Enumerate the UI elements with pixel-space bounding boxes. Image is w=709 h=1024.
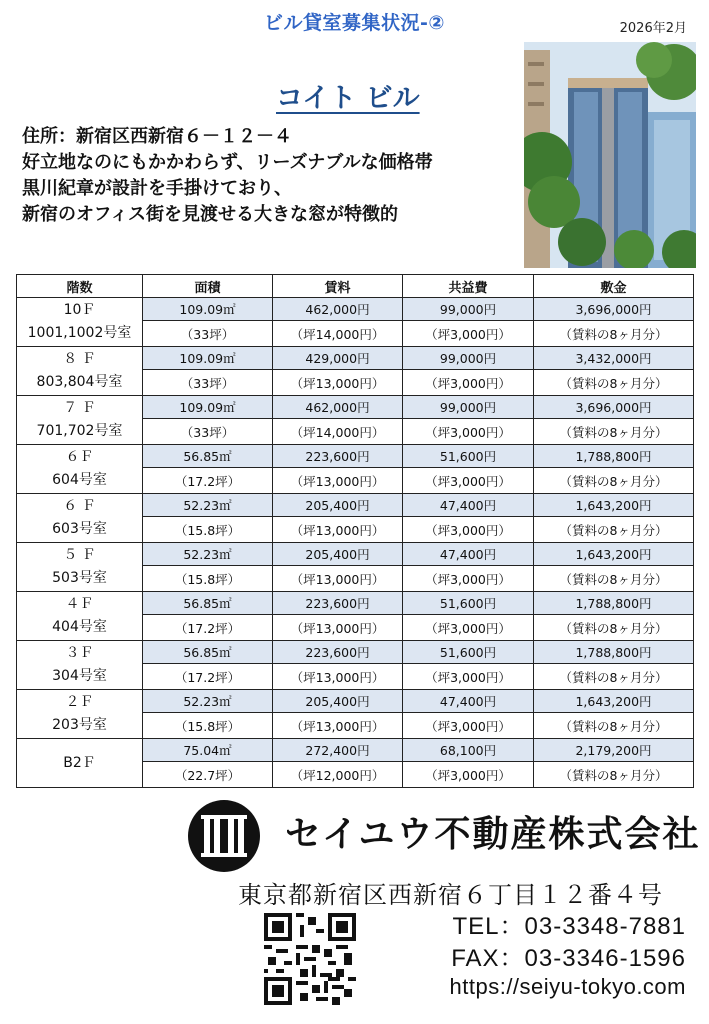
floor-cell [17, 543, 143, 592]
deposit-cell: 1,788,800円 [534, 641, 694, 664]
tsubo-cell: （22.7坪） [143, 762, 273, 788]
rent-cell: 429,000円 [273, 347, 403, 370]
rent-per-tsubo-cell: （坪13,000円） [273, 664, 403, 690]
area-cell: 56.85㎡ [143, 445, 273, 468]
table-row [17, 347, 694, 370]
col-header-floor: 階数 [17, 275, 143, 298]
rent-cell: 462,000円 [273, 396, 403, 419]
common-fee-cell: 47,400円 [403, 494, 534, 517]
area-cell: 56.85㎡ [143, 641, 273, 664]
floor-label: ３Ｆ [65, 644, 94, 661]
deposit-cell: 3,696,000円 [534, 298, 694, 321]
rent-per-tsubo-cell: （坪13,000円） [273, 713, 403, 739]
area-cell: 52.23㎡ [143, 690, 273, 713]
rent-cell: 223,600円 [273, 445, 403, 468]
rent-cell: 205,400円 [273, 494, 403, 517]
common-fee-cell: 99,000円 [403, 298, 534, 321]
deposit-note-cell: （賃料の8ヶ月分） [534, 321, 694, 347]
table-header-row [17, 275, 694, 298]
room-label: 304号室 [52, 667, 107, 684]
rent-per-tsubo-cell: （坪14,000円） [273, 321, 403, 347]
tsubo-cell: （33坪） [143, 321, 273, 347]
floor-label: ５ Ｆ [63, 546, 96, 563]
company-fax: FAX：03-3346-1596 [451, 945, 686, 972]
rent-per-tsubo-cell: （坪12,000円） [273, 762, 403, 788]
table-row [17, 690, 694, 713]
area-cell: 56.85㎡ [143, 592, 273, 615]
deposit-cell: 1,643,200円 [534, 494, 694, 517]
floor-cell [17, 494, 143, 543]
building-description [22, 124, 433, 228]
table-row [17, 641, 694, 664]
col-header-deposit: 敷金 [534, 275, 694, 298]
common-fee-cell: 99,000円 [403, 347, 534, 370]
table-row [17, 592, 694, 615]
rent-per-tsubo-cell: （坪13,000円） [273, 615, 403, 641]
floor-cell [17, 690, 143, 739]
table-row [17, 739, 694, 762]
common-fee-cell: 51,600円 [403, 592, 534, 615]
floor-label: ６Ｆ [65, 448, 94, 465]
room-label: 203号室 [52, 716, 107, 733]
room-label: 803,804号室 [36, 373, 123, 390]
deposit-cell: 1,643,200円 [534, 690, 694, 713]
building-name: コイト ビル [276, 83, 420, 114]
table-row [17, 543, 694, 566]
rent-cell: 205,400円 [273, 690, 403, 713]
company-url[interactable]: https://seiyu-tokyo.com [449, 974, 686, 999]
floor-label: ４Ｆ [65, 595, 94, 612]
common-fee-cell: 47,400円 [403, 543, 534, 566]
area-cell: 109.09㎡ [143, 396, 273, 419]
rent-cell: 205,400円 [273, 543, 403, 566]
deposit-cell: 3,432,000円 [534, 347, 694, 370]
tsubo-cell: （33坪） [143, 370, 273, 396]
floor-cell [17, 592, 143, 641]
room-label: 604号室 [52, 471, 107, 488]
rent-cell: 462,000円 [273, 298, 403, 321]
deposit-cell: 3,696,000円 [534, 396, 694, 419]
deposit-note-cell: （賃料の8ヶ月分） [534, 370, 694, 396]
deposit-cell: 1,643,200円 [534, 543, 694, 566]
qr-code-icon [264, 913, 356, 1005]
company-name: セイユウ不動産株式会社 [285, 814, 701, 855]
tsubo-cell: （33坪） [143, 419, 273, 445]
area-cell: 109.09㎡ [143, 298, 273, 321]
common-per-tsubo-cell: （坪3,000円） [403, 370, 534, 396]
col-header-rent: 賃料 [273, 275, 403, 298]
area-cell: 52.23㎡ [143, 494, 273, 517]
building-photo [524, 42, 696, 268]
deposit-note-cell: （賃料の8ヶ月分） [534, 762, 694, 788]
rent-cell: 223,600円 [273, 641, 403, 664]
common-fee-cell: 99,000円 [403, 396, 534, 419]
tsubo-cell: （15.8坪） [143, 566, 273, 592]
rent-cell: 272,400円 [273, 739, 403, 762]
deposit-note-cell: （賃料の8ヶ月分） [534, 566, 694, 592]
tsubo-cell: （17.2坪） [143, 615, 273, 641]
page-title: ビル貸室募集状況-② [264, 12, 445, 34]
common-per-tsubo-cell: （坪3,000円） [403, 419, 534, 445]
tsubo-cell: （15.8坪） [143, 713, 273, 739]
table-row [17, 445, 694, 468]
rent-per-tsubo-cell: （坪13,000円） [273, 468, 403, 494]
table-row [17, 298, 694, 321]
common-per-tsubo-cell: （坪3,000円） [403, 566, 534, 592]
rent-per-tsubo-cell: （坪13,000円） [273, 566, 403, 592]
tsubo-cell: （17.2坪） [143, 664, 273, 690]
common-per-tsubo-cell: （坪3,000円） [403, 615, 534, 641]
company-tel: TEL：03-3348-7881 [452, 913, 686, 940]
common-per-tsubo-cell: （坪3,000円） [403, 321, 534, 347]
company-address: 東京都新宿区西新宿６丁目１２番４号 [238, 881, 663, 909]
area-cell: 52.23㎡ [143, 543, 273, 566]
common-per-tsubo-cell: （坪3,000円） [403, 517, 534, 543]
deposit-cell: 1,788,800円 [534, 445, 694, 468]
area-cell: 109.09㎡ [143, 347, 273, 370]
floor-cell [17, 347, 143, 396]
common-per-tsubo-cell: （坪3,000円） [403, 762, 534, 788]
description-line: 好立地なのにもかかわらず、リーズナブルな価格帯 [22, 152, 433, 173]
common-per-tsubo-cell: （坪3,000円） [403, 713, 534, 739]
deposit-cell: 2,179,200円 [534, 739, 694, 762]
description-line: 新宿のオフィス街を見渡せる大きな窓が特徴的 [22, 204, 399, 225]
deposit-note-cell: （賃料の8ヶ月分） [534, 615, 694, 641]
floor-label: ２Ｆ [65, 693, 94, 710]
seiyu-logo-icon [187, 799, 261, 873]
common-fee-cell: 51,600円 [403, 641, 534, 664]
deposit-note-cell: （賃料の8ヶ月分） [534, 664, 694, 690]
room-label: 1001,1002号室 [27, 324, 132, 341]
rent-per-tsubo-cell: （坪14,000円） [273, 419, 403, 445]
table-row [17, 494, 694, 517]
floor-cell [17, 445, 143, 494]
deposit-note-cell: （賃料の8ヶ月分） [534, 713, 694, 739]
floor-label: ７ Ｆ [63, 399, 96, 416]
table-row [17, 396, 694, 419]
floor-label: ６ Ｆ [63, 497, 96, 514]
rent-table [16, 274, 694, 788]
deposit-note-cell: （賃料の8ヶ月分） [534, 517, 694, 543]
room-label: 701,702号室 [36, 422, 123, 439]
common-fee-cell: 51,600円 [403, 445, 534, 468]
room-label: 404号室 [52, 618, 107, 635]
room-label: 503号室 [52, 569, 107, 586]
address-line: 住所：新宿区西新宿６－１２－４ [22, 126, 292, 147]
floor-cell [17, 396, 143, 445]
floor-cell [17, 739, 143, 788]
deposit-note-cell: （賃料の8ヶ月分） [534, 419, 694, 445]
floor-cell [17, 298, 143, 347]
common-fee-cell: 68,100円 [403, 739, 534, 762]
floor-label: B2Ｆ [63, 755, 96, 771]
issue-date: 2026年2月 [619, 21, 687, 36]
room-label: 603号室 [52, 520, 107, 537]
floor-label: ８ Ｆ [63, 350, 96, 367]
floor-label: 10Ｆ [63, 301, 96, 318]
rent-per-tsubo-cell: （坪13,000円） [273, 370, 403, 396]
tsubo-cell: （15.8坪） [143, 517, 273, 543]
common-per-tsubo-cell: （坪3,000円） [403, 468, 534, 494]
rent-cell: 223,600円 [273, 592, 403, 615]
deposit-note-cell: （賃料の8ヶ月分） [534, 468, 694, 494]
common-per-tsubo-cell: （坪3,000円） [403, 664, 534, 690]
area-cell: 75.04㎡ [143, 739, 273, 762]
common-fee-cell: 47,400円 [403, 690, 534, 713]
tsubo-cell: （17.2坪） [143, 468, 273, 494]
rent-per-tsubo-cell: （坪13,000円） [273, 517, 403, 543]
col-header-area: 面積 [143, 275, 273, 298]
col-header-common-fee: 共益費 [403, 275, 534, 298]
floor-cell [17, 641, 143, 690]
description-line: 黒川紀章が設計を手掛けており、 [22, 178, 292, 199]
deposit-cell: 1,788,800円 [534, 592, 694, 615]
